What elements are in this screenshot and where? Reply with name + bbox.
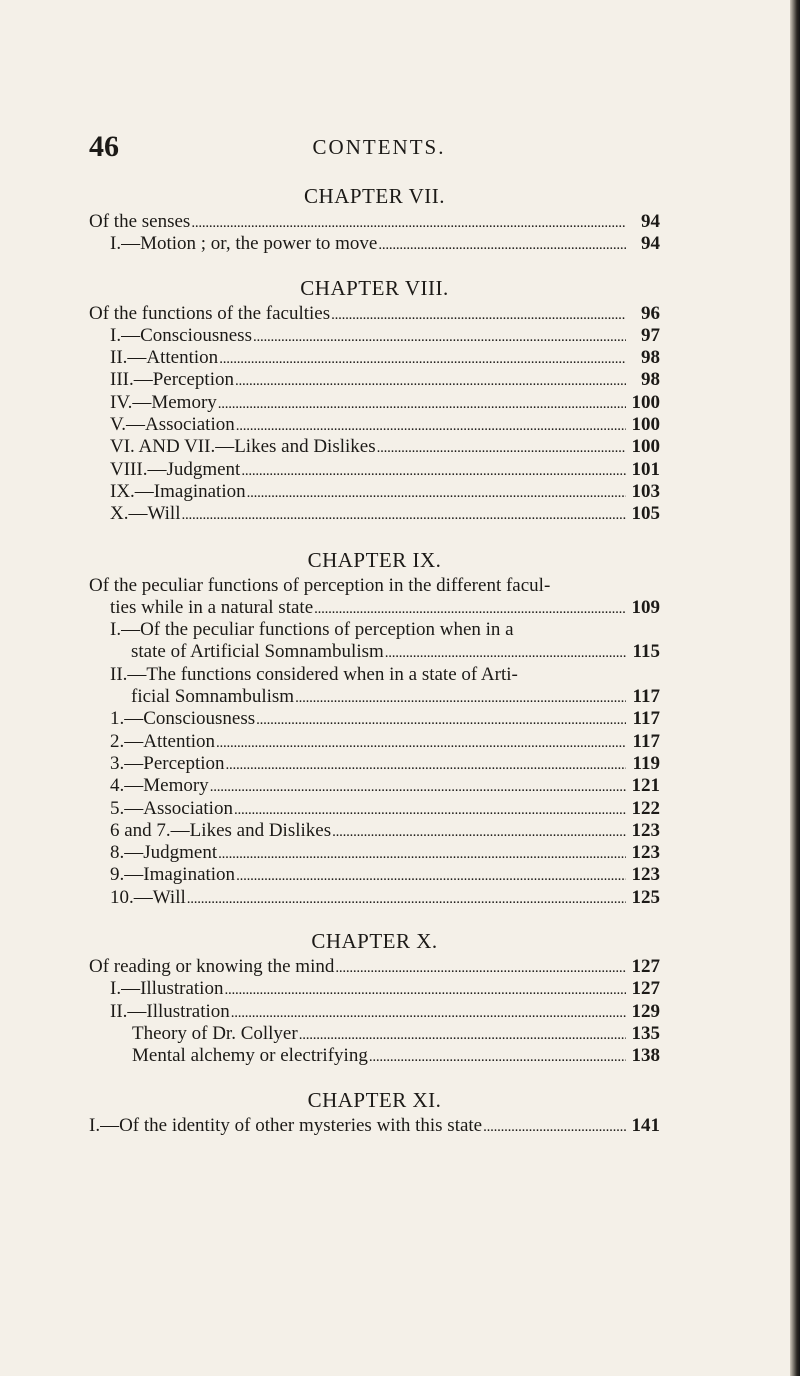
page-ref: 119 bbox=[632, 752, 660, 774]
toc-entry bbox=[89, 731, 660, 753]
entry-title: II.—The functions considered when in a state of Arti- bbox=[110, 663, 518, 685]
page-ref: 96 bbox=[641, 302, 660, 324]
page-ref: 121 bbox=[631, 775, 660, 797]
dot-leader bbox=[295, 686, 626, 709]
dot-leader bbox=[216, 731, 626, 754]
entry-title: 2.—Attention bbox=[110, 730, 216, 752]
page-ref: 123 bbox=[631, 819, 660, 841]
chapter-section bbox=[89, 1086, 660, 1137]
page-ref: 94 bbox=[641, 233, 660, 255]
toc-entry bbox=[89, 1023, 660, 1045]
page-ref: 115 bbox=[632, 641, 660, 663]
entry-title: II.—Attention bbox=[110, 347, 219, 369]
chapter-heading: CHAPTER VII. bbox=[304, 184, 445, 208]
entry-title: I.—Of the identity of other mysteries with this state bbox=[89, 1114, 483, 1136]
entry-title: I.—Consciousness bbox=[110, 324, 252, 346]
page-ref: 100 bbox=[631, 436, 660, 458]
chapter-section bbox=[89, 546, 660, 909]
entry-title: V.—Association bbox=[110, 414, 235, 436]
page-ref: 100 bbox=[631, 414, 660, 436]
page-ref: 127 bbox=[631, 956, 660, 978]
chapter-section bbox=[89, 182, 660, 256]
toc-entry bbox=[89, 664, 660, 709]
page-ref: 138 bbox=[631, 1045, 660, 1067]
entry-title: Of the senses bbox=[89, 211, 191, 232]
dot-leader bbox=[377, 436, 626, 459]
toc-entry bbox=[89, 978, 660, 1000]
toc-entry bbox=[89, 575, 660, 620]
page-ref: 98 bbox=[641, 369, 660, 391]
page-edge-shadow bbox=[790, 0, 800, 1376]
entry-title: Theory of Dr. Collyer bbox=[132, 1022, 298, 1044]
toc-entry bbox=[89, 798, 660, 820]
toc-entry bbox=[89, 753, 660, 775]
page-ref: 109 bbox=[631, 596, 660, 618]
toc-entry bbox=[89, 1001, 660, 1023]
chapter-heading: CHAPTER VIII. bbox=[300, 275, 449, 300]
dot-leader bbox=[331, 303, 626, 326]
page-ref: 117 bbox=[632, 708, 660, 730]
dot-leader bbox=[299, 1023, 626, 1046]
page-ref: 122 bbox=[631, 797, 660, 819]
dot-leader bbox=[335, 956, 626, 979]
entry-title: 3.—Perception bbox=[110, 752, 225, 774]
table-of-contents bbox=[89, 182, 660, 1159]
entry-title: VIII.—Judgment bbox=[110, 458, 241, 480]
page-ref: 123 bbox=[631, 842, 660, 864]
toc-entry bbox=[89, 325, 660, 347]
entry-title: Of the functions of the faculties bbox=[89, 302, 331, 324]
page-ref: 97 bbox=[641, 324, 660, 346]
toc-entry bbox=[89, 887, 660, 909]
toc-entry bbox=[89, 392, 660, 414]
toc-entry bbox=[89, 211, 660, 233]
dot-leader bbox=[241, 459, 626, 482]
entry-title: I.—Illustration bbox=[110, 978, 224, 1000]
page-ref: 94 bbox=[641, 211, 660, 232]
entry-title: state of Artificial Somnambulism bbox=[131, 641, 384, 663]
entry-title: ficial Somnambulism bbox=[131, 686, 295, 708]
dot-leader bbox=[236, 414, 626, 437]
toc-entry bbox=[89, 775, 660, 797]
dot-leader bbox=[332, 820, 626, 843]
entry-title: 6 and 7.—Likes and Dislikes bbox=[110, 819, 332, 841]
toc-entry bbox=[89, 864, 660, 886]
chapter-heading: CHAPTER X. bbox=[311, 929, 438, 954]
dot-leader bbox=[234, 798, 626, 821]
page-header bbox=[89, 131, 669, 163]
page-ref: 127 bbox=[631, 978, 660, 1000]
dot-leader bbox=[253, 325, 626, 348]
toc-entry bbox=[89, 436, 660, 458]
toc-entry bbox=[89, 347, 660, 369]
dot-leader bbox=[218, 392, 626, 415]
dot-leader bbox=[226, 753, 626, 776]
chapter-heading: CHAPTER IX. bbox=[307, 547, 442, 572]
entry-title: I.—Of the peculiar functions of perception when in a bbox=[110, 619, 514, 641]
toc-entry bbox=[89, 820, 660, 842]
dot-leader bbox=[256, 708, 626, 731]
dot-leader bbox=[231, 1001, 626, 1024]
entry-title: VI. AND VII.—Likes and Dislikes bbox=[110, 436, 376, 458]
dot-leader bbox=[236, 864, 626, 887]
toc-entry bbox=[89, 414, 660, 436]
entry-title: X.—Will bbox=[110, 503, 181, 525]
entry-title: IX.—Imagination bbox=[110, 480, 246, 502]
entry-title: 4.—Memory bbox=[110, 775, 209, 797]
entry-title: 8.—Judgment bbox=[110, 842, 218, 864]
dot-leader bbox=[210, 775, 626, 798]
page-ref: 100 bbox=[631, 391, 660, 413]
toc-entry bbox=[89, 503, 660, 525]
toc-entry bbox=[89, 842, 660, 864]
toc-entry bbox=[89, 369, 660, 391]
page-ref: 105 bbox=[631, 503, 660, 525]
dot-leader bbox=[369, 1045, 626, 1068]
dot-leader bbox=[191, 211, 626, 234]
toc-entry bbox=[89, 481, 660, 503]
toc-entry bbox=[89, 956, 660, 978]
page-ref: 141 bbox=[631, 1114, 660, 1136]
dot-leader bbox=[483, 1115, 626, 1138]
entry-title: 1.—Consciousness bbox=[110, 708, 256, 730]
page-ref: 101 bbox=[631, 458, 660, 480]
dot-leader bbox=[314, 597, 626, 620]
page-ref: 129 bbox=[631, 1000, 660, 1022]
toc-entry bbox=[89, 303, 660, 325]
toc-entry bbox=[89, 708, 660, 730]
chapter-heading: CHAPTER XI. bbox=[307, 1087, 442, 1112]
entry-title: Of the peculiar functions of perception in the different facul- bbox=[89, 574, 551, 596]
entry-title: IV.—Memory bbox=[110, 391, 217, 413]
dot-leader bbox=[181, 503, 626, 526]
page-number: 46 bbox=[89, 130, 119, 163]
entry-title: III.—Perception bbox=[110, 369, 234, 391]
page-ref: 98 bbox=[641, 347, 660, 369]
chapter-section bbox=[89, 927, 660, 1067]
page-ref: 123 bbox=[631, 864, 660, 886]
dot-leader bbox=[218, 842, 626, 865]
toc-entry bbox=[89, 619, 660, 664]
page-ref: 103 bbox=[631, 480, 660, 502]
entry-title: 10.—Will bbox=[110, 886, 186, 908]
page-ref: 135 bbox=[631, 1022, 660, 1044]
running-head: CONTENTS. bbox=[312, 135, 446, 159]
dot-leader bbox=[385, 641, 626, 664]
entry-title: Mental alchemy or electrifying bbox=[132, 1045, 368, 1067]
entry-title: II.—Illustration bbox=[110, 1000, 230, 1022]
dot-leader bbox=[187, 887, 626, 910]
page-ref: 117 bbox=[632, 686, 660, 708]
entry-title: Of reading or knowing the mind bbox=[89, 956, 335, 978]
entry-title: 5.—Association bbox=[110, 797, 233, 819]
entry-title: 9.—Imagination bbox=[110, 864, 236, 886]
entry-title: I.—Motion ; or, the power to move bbox=[110, 233, 378, 255]
page-ref: 125 bbox=[631, 886, 660, 908]
dot-leader bbox=[219, 347, 626, 370]
dot-leader bbox=[235, 369, 626, 392]
dot-leader bbox=[247, 481, 626, 504]
toc-entry bbox=[89, 1115, 660, 1137]
toc-entry bbox=[89, 1045, 660, 1067]
page-ref: 117 bbox=[632, 730, 660, 752]
chapter-section bbox=[89, 274, 660, 526]
dot-leader bbox=[224, 978, 626, 1001]
dot-leader bbox=[378, 233, 626, 256]
entry-title: ties while in a natural state bbox=[110, 596, 314, 618]
toc-entry bbox=[89, 459, 660, 481]
toc-entry bbox=[89, 233, 660, 255]
